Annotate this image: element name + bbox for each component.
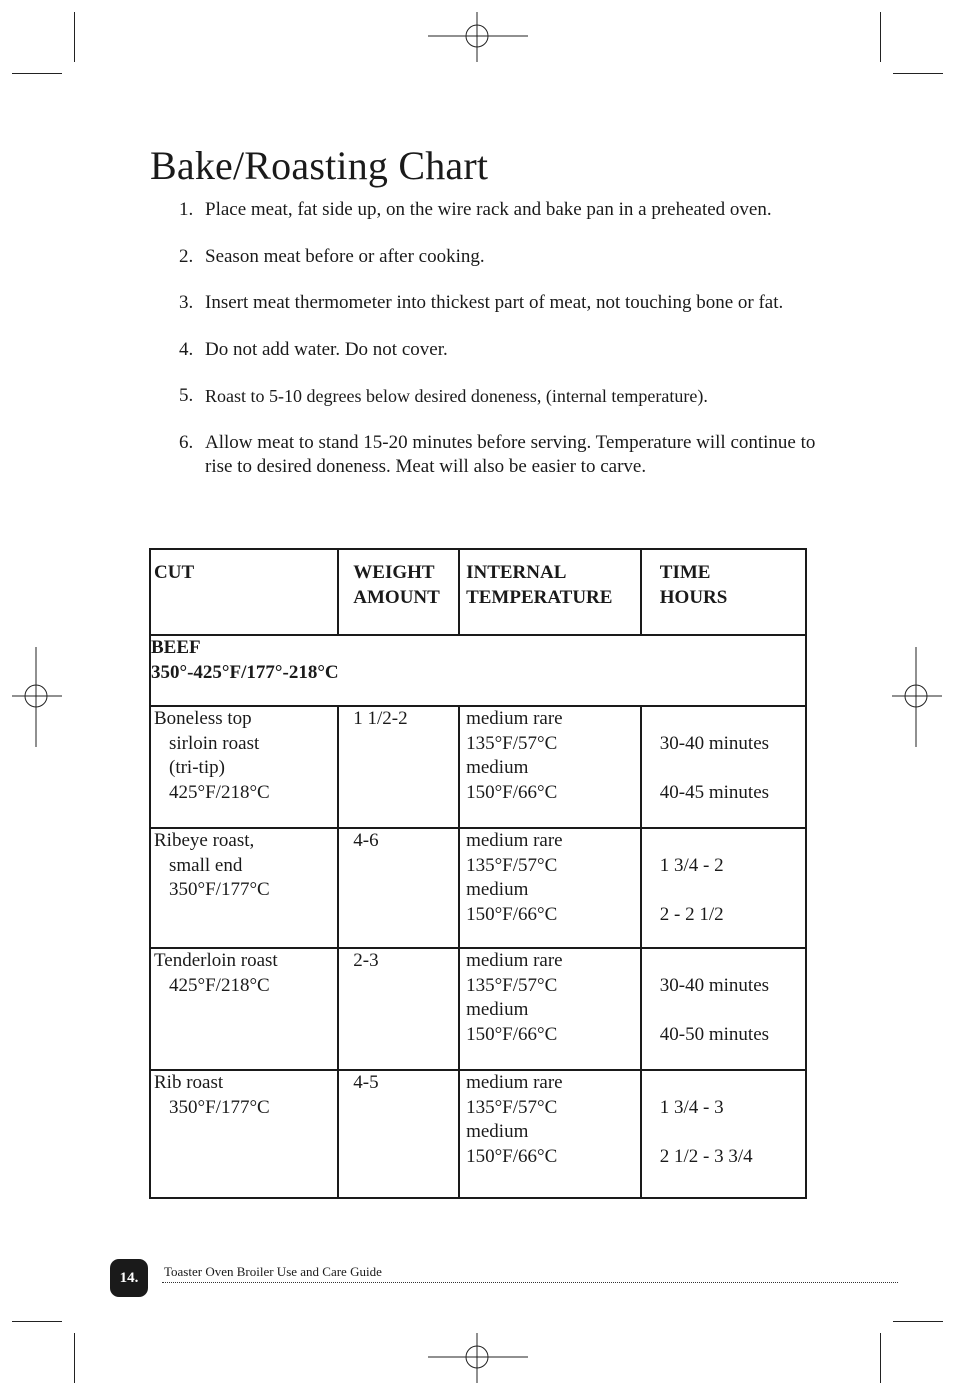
page-title: Bake/Roasting Chart: [150, 143, 489, 188]
crop-mark: [880, 12, 881, 62]
cell-cut: Ribeye roast, small end 350°F/177°C: [150, 828, 338, 948]
header-time: TIME HOURS: [641, 549, 806, 635]
crop-mark: [893, 1321, 943, 1322]
registration-mark-icon: [12, 647, 62, 747]
cell-weight: 1 1/2-2: [338, 706, 459, 828]
header-weight: WEIGHT AMOUNT: [338, 549, 459, 635]
cell-cut: Rib roast 350°F/177°C: [150, 1070, 338, 1198]
crop-mark: [880, 1333, 881, 1383]
step-text: Allow meat to stand 15-20 minutes before serving. Temperature will continue to rise to desired doneness. Meat will also be easier to carve.: [205, 431, 816, 477]
table-row: [150, 1070, 806, 1198]
cell-cut: Boneless top sirloin roast (tri-tip) 425°F/218°C: [150, 706, 338, 828]
instruction-step: [179, 245, 819, 270]
cell-time: 1 3/4 - 2 2 - 2 1/2: [641, 828, 806, 948]
registration-mark-icon: [428, 12, 528, 62]
crop-mark: [74, 12, 75, 62]
step-number: 5.: [179, 385, 194, 406]
roasting-chart-table: [149, 548, 807, 1199]
instruction-step: [179, 198, 819, 223]
section-label: BEEF 350°-425°F/177°-218°C: [150, 635, 806, 706]
step-number: 6.: [179, 431, 194, 453]
footer-dotted-rule: [162, 1282, 898, 1283]
step-number: 3.: [179, 292, 194, 313]
header-cut: CUT: [150, 549, 338, 635]
crop-mark: [12, 1321, 62, 1322]
crop-mark: [893, 73, 943, 74]
step-number: 4.: [179, 338, 194, 360]
cell-time: 30-40 minutes 40-50 minutes: [641, 948, 806, 1070]
instruction-list: [179, 198, 819, 502]
cell-temperature: medium rare 135°F/57°C medium 150°F/66°C: [459, 948, 641, 1070]
instruction-step: [179, 431, 819, 480]
cell-weight: 4-6: [338, 828, 459, 948]
cell-weight: 4-5: [338, 1070, 459, 1198]
footer-guide-title: Toaster Oven Broiler Use and Care Guide: [164, 1264, 382, 1279]
step-number: 1.: [179, 199, 194, 220]
table-row: [150, 706, 806, 828]
cell-cut: Tenderloin roast 425°F/218°C: [150, 948, 338, 1070]
registration-mark-icon: [428, 1333, 528, 1383]
step-text: Season meat before or after cooking.: [205, 245, 485, 267]
table-row: [150, 948, 806, 1070]
cell-time: 30-40 minutes 40-45 minutes: [641, 706, 806, 828]
page-number-badge: 14.: [110, 1259, 148, 1297]
step-number: 2.: [179, 245, 194, 267]
instruction-step: [179, 338, 819, 363]
instruction-step: [179, 291, 819, 316]
cell-time: 1 3/4 - 3 2 1/2 - 3 3/4: [641, 1070, 806, 1198]
cell-weight: 2-3: [338, 948, 459, 1070]
registration-mark-icon: [892, 647, 942, 747]
cell-temperature: medium rare 135°F/57°C medium 150°F/66°C: [459, 828, 641, 948]
crop-mark: [12, 73, 62, 74]
cell-temperature: medium rare 135°F/57°C medium 150°F/66°C: [459, 1070, 641, 1198]
instruction-step: [179, 384, 819, 409]
header-temperature: INTERNAL TEMPERATURE: [459, 549, 641, 635]
step-text: Do not add water. Do not cover.: [205, 338, 448, 360]
crop-mark: [74, 1333, 75, 1383]
step-text: Place meat, fat side up, on the wire rack and bake pan in a preheated oven.: [205, 199, 772, 220]
table-header-row: [150, 549, 806, 635]
cell-temperature: medium rare 135°F/57°C medium 150°F/66°C: [459, 706, 641, 828]
step-text: Insert meat thermometer into thickest part of meat, not touching bone or fat.: [205, 292, 784, 313]
section-row-beef: [150, 635, 806, 706]
table-row: [150, 828, 806, 948]
step-text: Roast to 5-10 degrees below desired doneness, (internal temperature).: [205, 386, 708, 406]
